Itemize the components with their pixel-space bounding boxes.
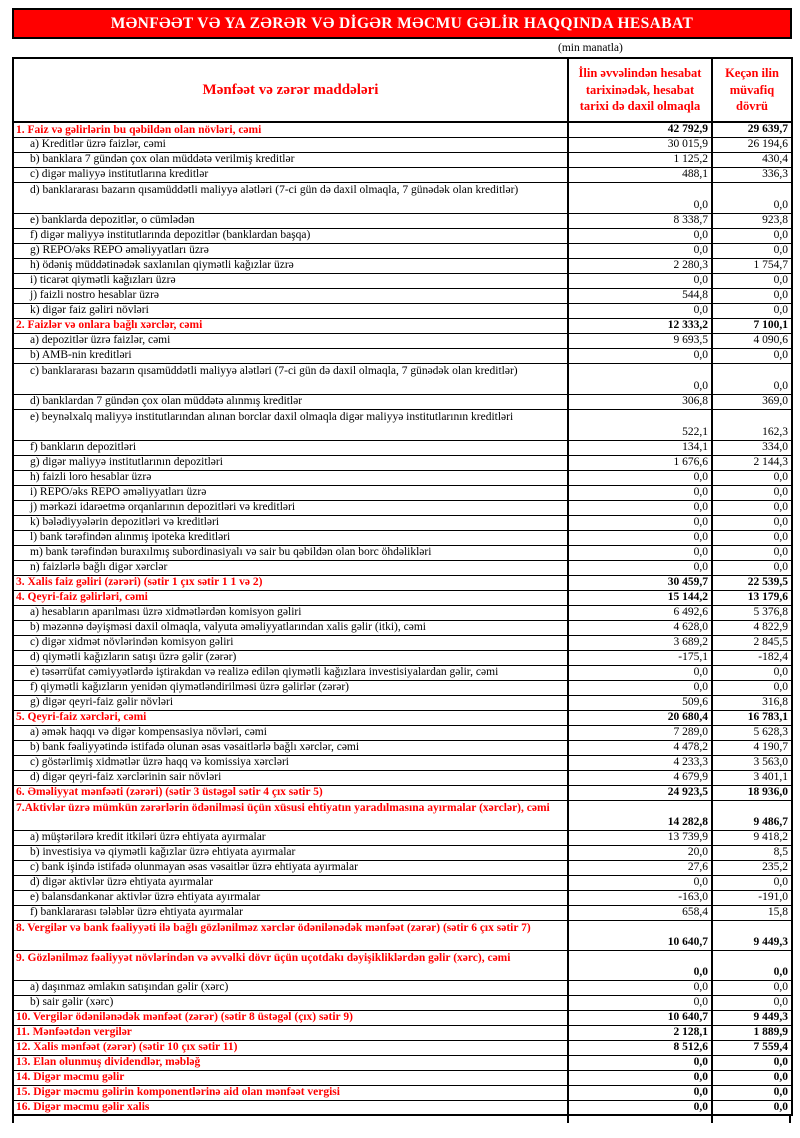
row-label: b) sair gəlir (xərc) [13,995,568,1010]
row-value-previous: 0,0 [712,1070,792,1085]
row-label: f) banklararası tələblər üzrə ehtiyata ayırmalar [13,905,568,920]
row-label: c) bank işində istifadə olunmayan əsas vəsaitlər üzrə ehtiyata ayırmalar [13,860,568,875]
row-value-previous: 923,8 [712,213,792,228]
row-value-previous: 8,5 [712,845,792,860]
profit-loss-table [12,57,793,1116]
row-value-current: 2 280,3 [568,258,712,273]
row-value-previous: 3 401,1 [712,770,792,785]
table-row [13,635,792,650]
table-row [13,800,792,830]
row-value-previous: 22 539,5 [712,575,792,590]
table-row [13,1010,792,1025]
table-row [13,620,792,635]
table-row [13,228,792,243]
column-header-current-period: İlin əvvəlindən hesabat tarixinədək, hesabat tarixi də daxil olmaqla [568,58,712,122]
table-row [13,440,792,455]
row-value-previous: 0,0 [712,500,792,515]
row-label: 10. Vergilər ödənilənədək mənfəət (zərər) (sətir 8 üstəgəl (çıx) sətir 9) [13,1010,568,1025]
table-row [13,515,792,530]
table-row [13,545,792,560]
table-row [13,650,792,665]
row-value-current: 658,4 [568,905,712,920]
table-row [13,470,792,485]
row-label: j) mərkəzi idarəetmə orqanlarının depozitləri və kreditləri [13,500,568,515]
row-value-previous: 0,0 [712,545,792,560]
table-row [13,560,792,575]
table-row [13,1085,792,1100]
row-value-current: 14 282,8 [568,800,712,830]
row-value-current: 0,0 [568,228,712,243]
row-label: g) REPO/əks REPO əməliyyatları üzrə [13,243,568,258]
row-value-previous: 336,3 [712,167,792,182]
report-page [12,8,792,1123]
table-row [13,710,792,725]
row-value-previous: 0,0 [712,228,792,243]
table-row [13,995,792,1010]
table-row [13,845,792,860]
row-value-current: 3 689,2 [568,635,712,650]
row-label: i) REPO/əks REPO əməliyyatları üzrə [13,485,568,500]
table-row [13,137,792,152]
column-header-previous-period: Keçən ilin müvafiq dövrü [712,58,792,122]
row-value-current: 24 923,5 [568,785,712,800]
table-row [13,409,792,440]
row-value-current: 1 125,2 [568,152,712,167]
row-value-current: 8 512,6 [568,1040,712,1055]
row-value-current: 0,0 [568,363,712,394]
row-label: 14. Digər məcmu gəlir [13,1070,568,1085]
table-row [13,333,792,348]
table-row [13,860,792,875]
table-row [13,575,792,590]
table-row [13,258,792,273]
table-row [13,530,792,545]
row-value-previous: 3 563,0 [712,755,792,770]
row-value-current: 0,0 [568,348,712,363]
row-label: f) digər maliyyə institutlarında depozitlər (banklardan başqa) [13,228,568,243]
row-label: d) digər qeyri-faiz xərclərinin sair növləri [13,770,568,785]
row-label: k) digər faiz gəliri növləri [13,303,568,318]
row-value-current: 0,0 [568,1100,712,1115]
unit-note: (min manatla) [558,42,623,54]
row-label: 2. Faizlər və onlara bağlı xərclər, cəmi [13,318,568,333]
row-value-previous: 334,0 [712,440,792,455]
row-value-current: 0,0 [568,875,712,890]
report-title-bar [12,8,792,39]
table-row [13,485,792,500]
row-label: c) göstərlimiş xidmətlər üzrə haqq və komissiya xərcləri [13,755,568,770]
row-value-current: 488,1 [568,167,712,182]
row-value-previous: 4 822,9 [712,620,792,635]
row-value-previous: 1 889,9 [712,1025,792,1040]
row-label: 4. Qeyri-faiz gəlirləri, cəmi [13,590,568,605]
table-row [13,1100,792,1115]
row-label: f) qiymətli kağızların yenidən qiymətləndirilməsi üzrə gəlirlər (zərər) [13,680,568,695]
row-value-current: 20,0 [568,845,712,860]
row-value-current: 0,0 [568,515,712,530]
row-value-current: 0,0 [568,680,712,695]
row-label: d) banklararası bazarın qısamüddətli maliyyə alətləri (7-ci gün də daxil olmaqla, 7 günədək olan kreditlər) [13,182,568,213]
table-row [13,455,792,470]
row-value-current: 7 289,0 [568,725,712,740]
report-title: MƏNFƏƏT VƏ YA ZƏRƏR VƏ DİGƏR MƏCMU GƏLİR HAQQINDA HESABAT [110,14,694,32]
table-row [13,980,792,995]
table-row [13,680,792,695]
row-value-current: 10 640,7 [568,920,712,950]
row-value-previous: 162,3 [712,409,792,440]
row-label: d) banklardan 7 gündən çox olan müddətə alınmış kreditlər [13,394,568,409]
row-value-previous: 0,0 [712,182,792,213]
row-value-current: 0,0 [568,980,712,995]
row-value-previous: 9 449,3 [712,1010,792,1025]
row-value-current: 0,0 [568,182,712,213]
row-value-current: 13 739,9 [568,830,712,845]
table-row [13,1070,792,1085]
row-label: 5. Qeyri-faiz xərcləri, cəmi [13,710,568,725]
row-label: 9. Gözlənilməz fəaliyyət növlərindən və əvvəlki dövr üçün uçotdakı dəyişikliklərdən gəlir (xərc), cəmi [13,950,568,980]
report-table-body [13,122,792,1115]
row-value-previous: 2 845,5 [712,635,792,650]
row-value-current: 509,6 [568,695,712,710]
row-label: b) banklara 7 gündən çox olan müddətə verilmiş kreditlər [13,152,568,167]
row-value-previous: 369,0 [712,394,792,409]
row-value-current: 0,0 [568,995,712,1010]
row-value-previous: 9 486,7 [712,800,792,830]
row-value-current: 1 676,6 [568,455,712,470]
row-label: 16. Digər məcmu gəlir xalis [13,1100,568,1115]
row-label: i) ticarət qiymətli kağızları üzrə [13,273,568,288]
table-row [13,182,792,213]
row-label: f) bankların depozitləri [13,440,568,455]
row-value-previous: 0,0 [712,560,792,575]
table-row [13,273,792,288]
row-label: e) beynəlxalq maliyyə institutlarından alınan borclar daxil olmaqla digər maliyyə institutlarının kreditləri [13,409,568,440]
row-value-previous: 0,0 [712,1055,792,1070]
table-row [13,770,792,785]
row-label: g) digər maliyyə institutlarının depozitləri [13,455,568,470]
table-row [13,152,792,167]
row-value-current: 0,0 [568,1085,712,1100]
row-value-current: 306,8 [568,394,712,409]
row-value-current: 30 015,9 [568,137,712,152]
row-value-current: 12 333,2 [568,318,712,333]
row-value-previous: 7 100,1 [712,318,792,333]
row-label: b) investisiya və qiymətli kağızlar üzrə ehtiyata ayırmalar [13,845,568,860]
row-value-previous: 316,8 [712,695,792,710]
row-label: g) digər qeyri-faiz gəlir növləri [13,695,568,710]
column-header-items: Mənfəət və zərər maddələri [13,58,568,122]
row-label: 11. Mənfəətdən vergilər [13,1025,568,1040]
table-row [13,318,792,333]
row-value-previous: 5 376,8 [712,605,792,620]
table-bottom-stub [12,1116,791,1123]
row-value-previous: 0,0 [712,485,792,500]
row-value-previous: 0,0 [712,1100,792,1115]
row-value-previous: 15,8 [712,905,792,920]
row-value-previous: 0,0 [712,950,792,980]
row-value-previous: 0,0 [712,980,792,995]
row-value-previous: 0,0 [712,875,792,890]
row-value-previous: 0,0 [712,273,792,288]
stub-previous-col [713,1116,791,1123]
row-label: 8. Vergilər və bank fəaliyyəti ilə bağlı gözlənilməz xərclər ödənilənədək mənfəət (zərər) (sətir 6 çıx sətir 7) [13,920,568,950]
row-value-current: -175,1 [568,650,712,665]
row-value-previous: 0,0 [712,243,792,258]
stub-current-col [569,1116,713,1123]
table-header-row [13,58,792,122]
row-label: c) digər xidmət növlərindən komisyon gəliri [13,635,568,650]
row-label: b) məzənnə dəyişməsi daxil olmaqla, valyuta əməliyyatlarından xalis gəlir (itki), cəmi [13,620,568,635]
table-row [13,363,792,394]
table-row [13,288,792,303]
row-value-previous: 2 144,3 [712,455,792,470]
row-value-current: 0,0 [568,560,712,575]
row-label: e) banklarda depozitlər, o cümlədən [13,213,568,228]
table-row [13,122,792,137]
row-label: 12. Xalis mənfəət (zərər) (sətir 10 çıx sətir 11) [13,1040,568,1055]
table-row [13,740,792,755]
row-value-current: 0,0 [568,243,712,258]
row-label: 15. Digər məcmu gəlirin komponentlərinə aid olan mənfəət vergisi [13,1085,568,1100]
table-row [13,1025,792,1040]
table-row [13,500,792,515]
row-label: j) faizli nostro hesablar üzrə [13,288,568,303]
table-row [13,905,792,920]
table-row [13,920,792,950]
row-value-previous: 235,2 [712,860,792,875]
row-value-current: 0,0 [568,500,712,515]
row-label: a) Kreditlər üzrə faizlər, cəmi [13,137,568,152]
row-label: b) AMB-nin kreditləri [13,348,568,363]
row-value-previous: 430,4 [712,152,792,167]
row-value-current: 4 679,9 [568,770,712,785]
stub-label-col [12,1116,569,1123]
row-value-current: 30 459,7 [568,575,712,590]
row-value-previous: 0,0 [712,515,792,530]
row-value-current: 0,0 [568,485,712,500]
table-row [13,1040,792,1055]
row-value-previous: 26 194,6 [712,137,792,152]
row-value-current: 0,0 [568,1055,712,1070]
table-row [13,695,792,710]
row-value-previous: 0,0 [712,665,792,680]
row-value-current: 2 128,1 [568,1025,712,1040]
row-value-current: 15 144,2 [568,590,712,605]
row-label: d) digər aktivlər üzrə ehtiyata ayırmalar [13,875,568,890]
row-value-current: 544,8 [568,288,712,303]
row-label: a) depozitlər üzrə faizlər, cəmi [13,333,568,348]
row-value-current: 0,0 [568,530,712,545]
row-label: a) hesabların aparılması üzrə xidmətlərdən komisyon gəliri [13,605,568,620]
row-value-current: -163,0 [568,890,712,905]
row-value-previous: 0,0 [712,1085,792,1100]
table-row [13,167,792,182]
row-label: a) daşınmaz əmlakın satışından gəlir (xərc) [13,980,568,995]
row-value-previous: 4 090,6 [712,333,792,348]
row-value-previous: -191,0 [712,890,792,905]
row-value-previous: 1 754,7 [712,258,792,273]
row-value-current: 0,0 [568,950,712,980]
row-value-previous: 0,0 [712,303,792,318]
row-label: a) müştərilərə kredit itkiləri üzrə ehtiyata ayırmalar [13,830,568,845]
row-label: e) balansdankənar aktivlər üzrə ehtiyata ayırmalar [13,890,568,905]
row-value-previous: -182,4 [712,650,792,665]
row-label: 13. Elan olunmuş dividendlər, məbləğ [13,1055,568,1070]
row-value-previous: 0,0 [712,470,792,485]
row-label: a) əmək haqqı və digər kompensasiya növləri, cəmi [13,725,568,740]
table-row [13,890,792,905]
table-row [13,830,792,845]
row-value-current: 9 693,5 [568,333,712,348]
row-value-current: 0,0 [568,545,712,560]
table-row [13,785,792,800]
row-value-previous: 16 783,1 [712,710,792,725]
row-label: 1. Faiz və gəlirlərin bu qəbildən olan növləri, cəmi [13,122,568,137]
table-row [13,605,792,620]
row-label: m) bank tərəfindən buraxılmış subordinasiyalı və sair bu qəbildən olan borc öhdəlikləri [13,545,568,560]
row-value-previous: 13 179,6 [712,590,792,605]
row-label: 6. Əməliyyat mənfəəti (zərəri) (sətir 3 üstəgəl sətir 4 çıx sətir 5) [13,785,568,800]
row-label: c) digər maliyyə institutlarına kreditlər [13,167,568,182]
row-label: b) bank fəaliyyətində istifadə olunan əsas vəsaitlərlə bağlı xərclər, cəmi [13,740,568,755]
row-value-previous: 0,0 [712,348,792,363]
row-value-previous: 9 418,2 [712,830,792,845]
row-label: h) faizli loro hesablar üzrə [13,470,568,485]
table-row [13,590,792,605]
row-value-current: 4 478,2 [568,740,712,755]
row-value-current: 4 628,0 [568,620,712,635]
row-value-previous: 4 190,7 [712,740,792,755]
row-label: k) bələdiyyələrin depozitləri və kreditləri [13,515,568,530]
row-value-previous: 7 559,4 [712,1040,792,1055]
row-value-previous: 9 449,3 [712,920,792,950]
row-label: c) banklararası bazarın qısamüddətli maliyyə alətləri (7-ci gün də daxil olmaqla, 7 günədək olan kreditlər) [13,363,568,394]
row-value-current: 20 680,4 [568,710,712,725]
table-row [13,875,792,890]
table-row [13,394,792,409]
table-row [13,665,792,680]
row-label: d) qiymətli kağızların satışı üzrə gəlir (zərər) [13,650,568,665]
row-value-current: 6 492,6 [568,605,712,620]
row-value-current: 522,1 [568,409,712,440]
row-value-previous: 0,0 [712,995,792,1010]
row-value-previous: 0,0 [712,530,792,545]
row-value-previous: 5 628,3 [712,725,792,740]
row-label: h) ödəniş müddətinədək saxlanılan qiymətli kağızlar üzrə [13,258,568,273]
table-row [13,213,792,228]
row-label: e) təsərrüfat cəmiyyətlərdə iştirakdan və realizə edilən qiymətli kağızlara investisiyalardan gəlir, cəmi [13,665,568,680]
row-value-previous: 29 639,7 [712,122,792,137]
row-value-current: 42 792,9 [568,122,712,137]
row-label: 7.Aktivlər üzrə mümkün zərərlərin ödənilməsi üçün xüsusi ehtiyatın yaradılmasına ayırmalar (xərclər), cəmi [13,800,568,830]
table-row [13,755,792,770]
row-value-current: 0,0 [568,665,712,680]
row-value-current: 0,0 [568,470,712,485]
table-row [13,243,792,258]
row-value-current: 10 640,7 [568,1010,712,1025]
row-value-previous: 0,0 [712,680,792,695]
row-value-previous: 0,0 [712,363,792,394]
row-value-current: 4 233,3 [568,755,712,770]
row-value-previous: 18 936,0 [712,785,792,800]
table-row [13,303,792,318]
row-value-previous: 0,0 [712,288,792,303]
table-row [13,725,792,740]
table-row [13,1055,792,1070]
table-row [13,950,792,980]
row-value-current: 0,0 [568,303,712,318]
row-label: 3. Xalis faiz gəliri (zərəri) (sətir 1 çıx sətir 1 1 və 2) [13,575,568,590]
row-value-current: 27,6 [568,860,712,875]
row-value-current: 8 338,7 [568,213,712,228]
row-label: n) faizlərlə bağlı digər xərclər [13,560,568,575]
row-value-current: 0,0 [568,273,712,288]
row-value-current: 0,0 [568,1070,712,1085]
row-value-current: 134,1 [568,440,712,455]
table-row [13,348,792,363]
row-label: l) bank tərəfindən alınmış ipoteka kreditləri [13,530,568,545]
